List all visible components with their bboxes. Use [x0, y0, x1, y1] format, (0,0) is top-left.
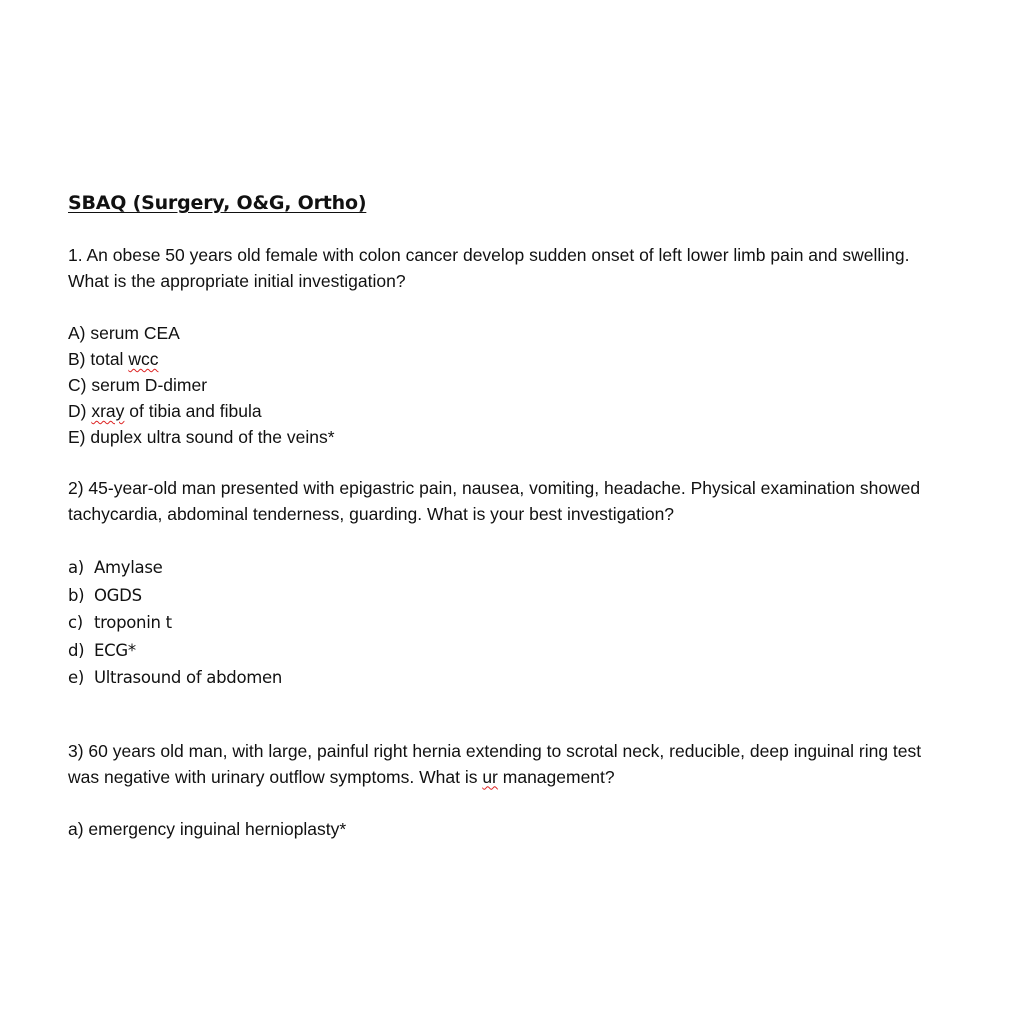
q2-option-d-text: ECG* [94, 640, 136, 660]
question-2-options [68, 554, 948, 692]
question-3-options [68, 816, 948, 842]
q1-option-d-word: xray [91, 401, 125, 421]
q1-option-d-prefix: D) [68, 401, 92, 421]
q2-option-e-label: e) [68, 668, 84, 687]
q1-option-b [68, 346, 948, 372]
question-2-text: 2) 45-year-old man presented with epigastric pain, nausea, vomiting, headache. Physical examination showed tachycardia, abdominal tenderness, guarding. What is your best investigation? [68, 478, 921, 524]
q2-option-a [68, 554, 948, 582]
question-1-text: 1. An obese 50 years old female with colon cancer develop sudden onset of left lower limb pain and swelling. What is the appropriate initial investigation? [68, 245, 910, 291]
q1-option-a: A) serum CEA [68, 323, 180, 343]
q2-option-c-text: troponin t [94, 613, 172, 632]
q2-option-c-label: c) [68, 613, 83, 632]
question-3-text [68, 738, 948, 790]
q1-option-d [68, 398, 948, 424]
document-page [68, 188, 948, 842]
q3-option-a: a) emergency inguinal hernioplasty* [68, 818, 347, 839]
q2-option-d-label: d) [68, 640, 85, 660]
q3-text-suffix: management? [497, 766, 615, 787]
q2-option-b-text: OGDS [94, 585, 142, 605]
q2-option-e [68, 664, 948, 692]
q2-option-e-text: Ultrasound of abdomen [94, 668, 283, 687]
q2-option-c [68, 609, 948, 637]
q2-option-b-label: b) [68, 585, 85, 605]
q3-text-word: ur [482, 766, 498, 787]
q2-option-a-text: Amylase [94, 558, 163, 577]
q2-option-b [68, 582, 948, 610]
q2-option-d [68, 637, 948, 665]
q1-option-c: C) serum D-dimer [68, 375, 208, 395]
q2-option-a-label: a) [68, 558, 84, 577]
q1-option-b-prefix: B) total [68, 349, 129, 369]
q1-option-d-suffix: of tibia and fibula [124, 401, 262, 421]
q3-text-prefix: 3) 60 years old man, with large, painful right hernia extending to scrotal neck, reducible, deep inguinal ring test was negative with urinary outflow symptoms. What is [68, 740, 922, 787]
q1-option-b-word: wcc [128, 349, 159, 369]
q1-option-e: E) duplex ultra sound of the veins* [68, 427, 335, 447]
question-1-options [68, 320, 948, 450]
document-title: SBAQ (Surgery, O&G, Ortho) [68, 192, 367, 214]
